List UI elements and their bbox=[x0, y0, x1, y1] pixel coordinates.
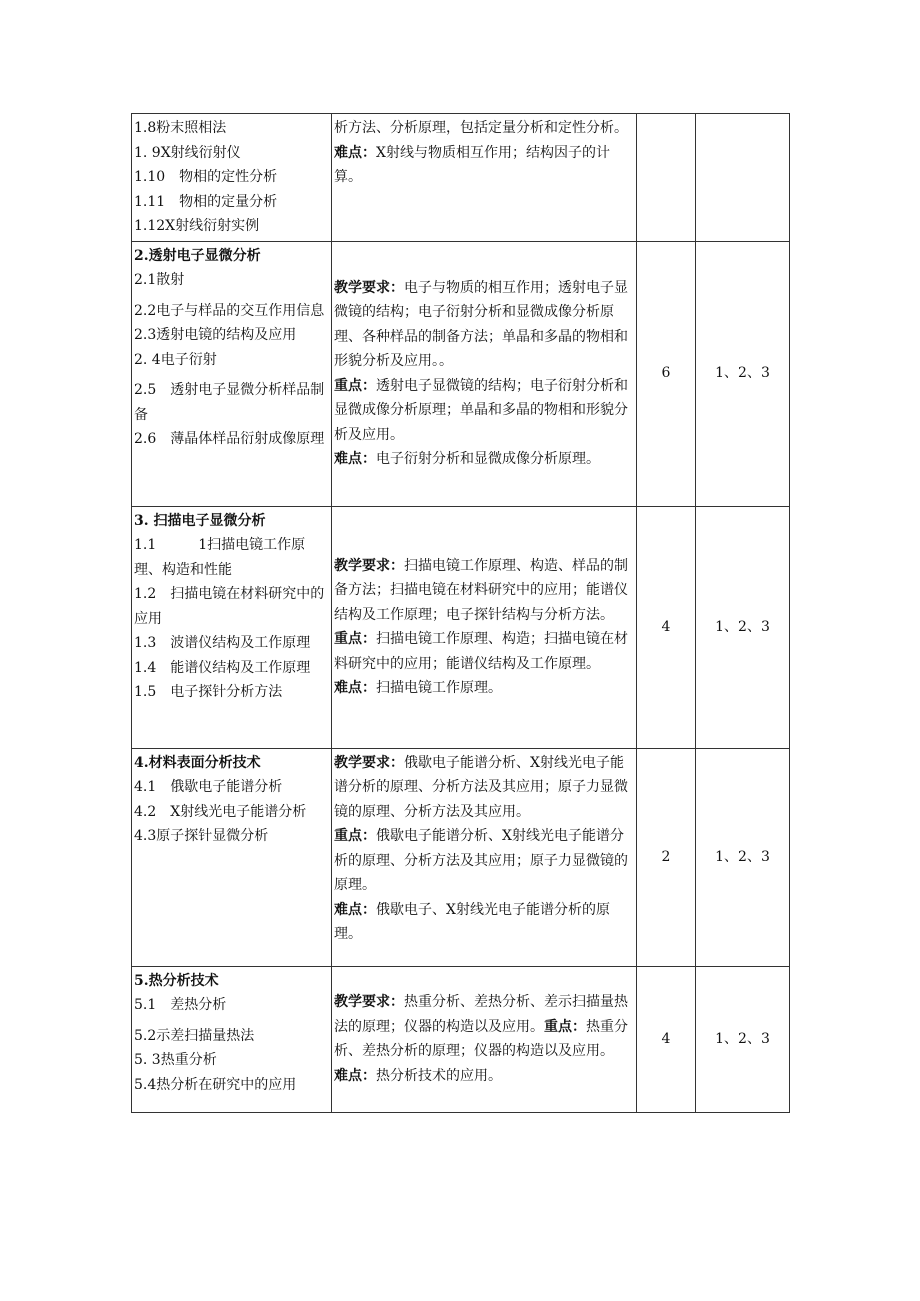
difficult-text: X射线与物质相互作用；结构因子的计算。 bbox=[334, 144, 610, 185]
topic-item: 1.2 扫描电镜在材料研究中的应用 bbox=[134, 586, 325, 627]
key-label: 重点： bbox=[334, 828, 376, 844]
difficult-label: 难点： bbox=[334, 144, 376, 161]
topics-cell bbox=[132, 748, 332, 966]
hours-cell: 2 bbox=[637, 748, 696, 966]
teaching-requirements bbox=[334, 554, 634, 628]
key-label: 重点： bbox=[544, 1018, 586, 1035]
difficult-label: 难点： bbox=[334, 1067, 376, 1084]
content-cell bbox=[332, 241, 637, 506]
key-text: 透射电子显微镜的结构；电子衍射分析和显微成像分析原理；单晶和多晶的物相和形貌分析及应用。 bbox=[334, 377, 628, 443]
topic-item: 4.3原子探针显微分析 bbox=[134, 828, 269, 844]
teaching-requirements bbox=[334, 276, 634, 374]
difficult-points bbox=[334, 141, 634, 190]
topic-item: 1.4 能谱仪结构及工作原理 bbox=[134, 659, 311, 676]
requirements-label: 教学要求： bbox=[334, 994, 404, 1010]
topics-cell bbox=[132, 241, 332, 506]
topic-item: 1.1 1扫描电镜工作原理、构造和性能 bbox=[134, 537, 306, 578]
topic-item: 1.3 波谱仪结构及工作原理 bbox=[134, 635, 311, 651]
hours-cell: 6 bbox=[637, 241, 696, 506]
topic-item: 1.12X射线衍射实例 bbox=[134, 218, 260, 234]
key-points bbox=[334, 374, 634, 448]
objectives-cell: 1、2、3 bbox=[696, 748, 790, 966]
table-row bbox=[132, 966, 790, 1112]
content-cell bbox=[332, 966, 637, 1112]
key-text: 扫描电镜工作原理、构造；扫描电镜在材料研究中的应用；能谱仪结构及工作原理。 bbox=[334, 631, 628, 672]
content-text: 析方法、分析原理，包括定量分析和定性分析。 bbox=[334, 120, 628, 136]
content-cell bbox=[332, 748, 637, 966]
requirements-label: 教学要求： bbox=[334, 557, 404, 574]
table-row bbox=[132, 241, 790, 506]
difficult-text: 俄歇电子、X射线光电子能谱分析的原理。 bbox=[334, 901, 610, 942]
topic-item: 2. 4电子衍射 bbox=[134, 351, 217, 368]
table-row bbox=[132, 748, 790, 966]
topic-item: 2.5 透射电子显微分析样品制备 bbox=[134, 382, 325, 423]
teaching-requirements bbox=[334, 751, 634, 825]
difficult-text: 热分析技术的应用。 bbox=[376, 1067, 502, 1084]
hours-cell: 4 bbox=[637, 506, 696, 748]
requirements-text: 电子与物质的相互作用；透射电子显微镜的结构；电子衍射分析和显微成像分析原理、各种样品的制备方法；单晶和多晶的物相和形貌分析及应用。。 bbox=[334, 279, 628, 369]
topic-item: 2.2电子与样品的交互作用信息 bbox=[134, 302, 325, 319]
objectives-cell bbox=[696, 114, 790, 242]
hours-cell: 4 bbox=[637, 966, 696, 1112]
topic-item: 2.6 薄晶体样品衍射成像原理 bbox=[134, 431, 325, 447]
difficult-label: 难点： bbox=[334, 680, 376, 696]
topic-item: 1.10 物相的定性分析 bbox=[134, 169, 278, 185]
topic-item: 4.2 X射线光电子能谱分析 bbox=[134, 803, 307, 820]
topic-item: 5.1 差热分析 bbox=[134, 997, 227, 1013]
difficult-text: 扫描电镜工作原理。 bbox=[376, 680, 502, 696]
objectives-cell: 1、2、3 bbox=[696, 506, 790, 748]
topics-cell bbox=[132, 966, 332, 1112]
requirements-text: 热重分析、差热分析、差示扫描量热法的原理；仪器的构造以及应用。 bbox=[334, 994, 628, 1035]
difficult-text: 电子衍射分析和显微成像分析原理。 bbox=[376, 451, 600, 467]
requirements-label: 教学要求： bbox=[334, 754, 404, 771]
content-cell bbox=[332, 506, 637, 748]
table-row bbox=[132, 114, 790, 242]
topic-item: 5.2示差扫描量热法 bbox=[134, 1027, 255, 1044]
content-cell bbox=[332, 114, 637, 242]
topic-item: 5. 3热重分析 bbox=[134, 1052, 217, 1068]
key-points bbox=[334, 627, 634, 676]
difficult-points bbox=[334, 676, 634, 701]
topic-item: 5.4热分析在研究中的应用 bbox=[134, 1076, 297, 1093]
topic-item: 2.1散射 bbox=[134, 272, 185, 288]
difficult-points bbox=[334, 1064, 634, 1089]
key-label: 重点： bbox=[334, 631, 376, 647]
topics-cell bbox=[132, 114, 332, 242]
difficult-label: 难点： bbox=[334, 901, 376, 918]
requirements-label: 教学要求： bbox=[334, 279, 404, 296]
section-title: 2.透射电子显微分析 bbox=[134, 247, 261, 264]
topic-item: 2.3透射电镜的结构及应用 bbox=[134, 327, 297, 343]
topics-cell bbox=[132, 506, 332, 748]
requirements-text: 俄歇电子能谱分析、X射线光电子能谱分析的原理、分析方法及其应用；原子力显微镜的原理、分析方法及其应用。 bbox=[334, 754, 628, 820]
requirements-text: 扫描电镜工作原理、构造、样品的制备方法；扫描电镜在材料研究中的应用；能谱仪结构及工作原理；电子探针结构与分析方法。 bbox=[334, 557, 628, 623]
objectives-cell: 1、2、3 bbox=[696, 966, 790, 1112]
syllabus-table bbox=[131, 113, 790, 1113]
key-points bbox=[334, 824, 634, 898]
table-row bbox=[132, 506, 790, 748]
hours-cell bbox=[637, 114, 696, 242]
topic-item: 1.11 物相的定量分析 bbox=[134, 193, 278, 210]
difficult-points bbox=[334, 898, 634, 947]
topic-item: 1.5 电子探针分析方法 bbox=[134, 684, 283, 700]
teaching-requirements bbox=[334, 990, 634, 1064]
key-text: 热重分析、差热分析的原理；仪器的构造以及应用。 bbox=[334, 1018, 628, 1059]
section-title: 3. 扫描电子显微分析 bbox=[134, 512, 266, 529]
section-title: 5.热分析技术 bbox=[134, 972, 219, 989]
key-label: 重点： bbox=[334, 377, 376, 394]
topic-item: 1.8粉末照相法 bbox=[134, 120, 227, 136]
key-text: 俄歇电子能谱分析、X射线光电子能谱分析的原理、分析方法及其应用；原子力显微镜的原理。 bbox=[334, 828, 628, 893]
difficult-label: 难点： bbox=[334, 451, 376, 467]
difficult-points bbox=[334, 447, 634, 472]
objectives-cell: 1、2、3 bbox=[696, 241, 790, 506]
topic-item: 1. 9X射线衍射仪 bbox=[134, 144, 241, 161]
topic-item: 4.1 俄歇电子能谱分析 bbox=[134, 779, 283, 795]
section-title: 4.材料表面分析技术 bbox=[134, 754, 261, 771]
